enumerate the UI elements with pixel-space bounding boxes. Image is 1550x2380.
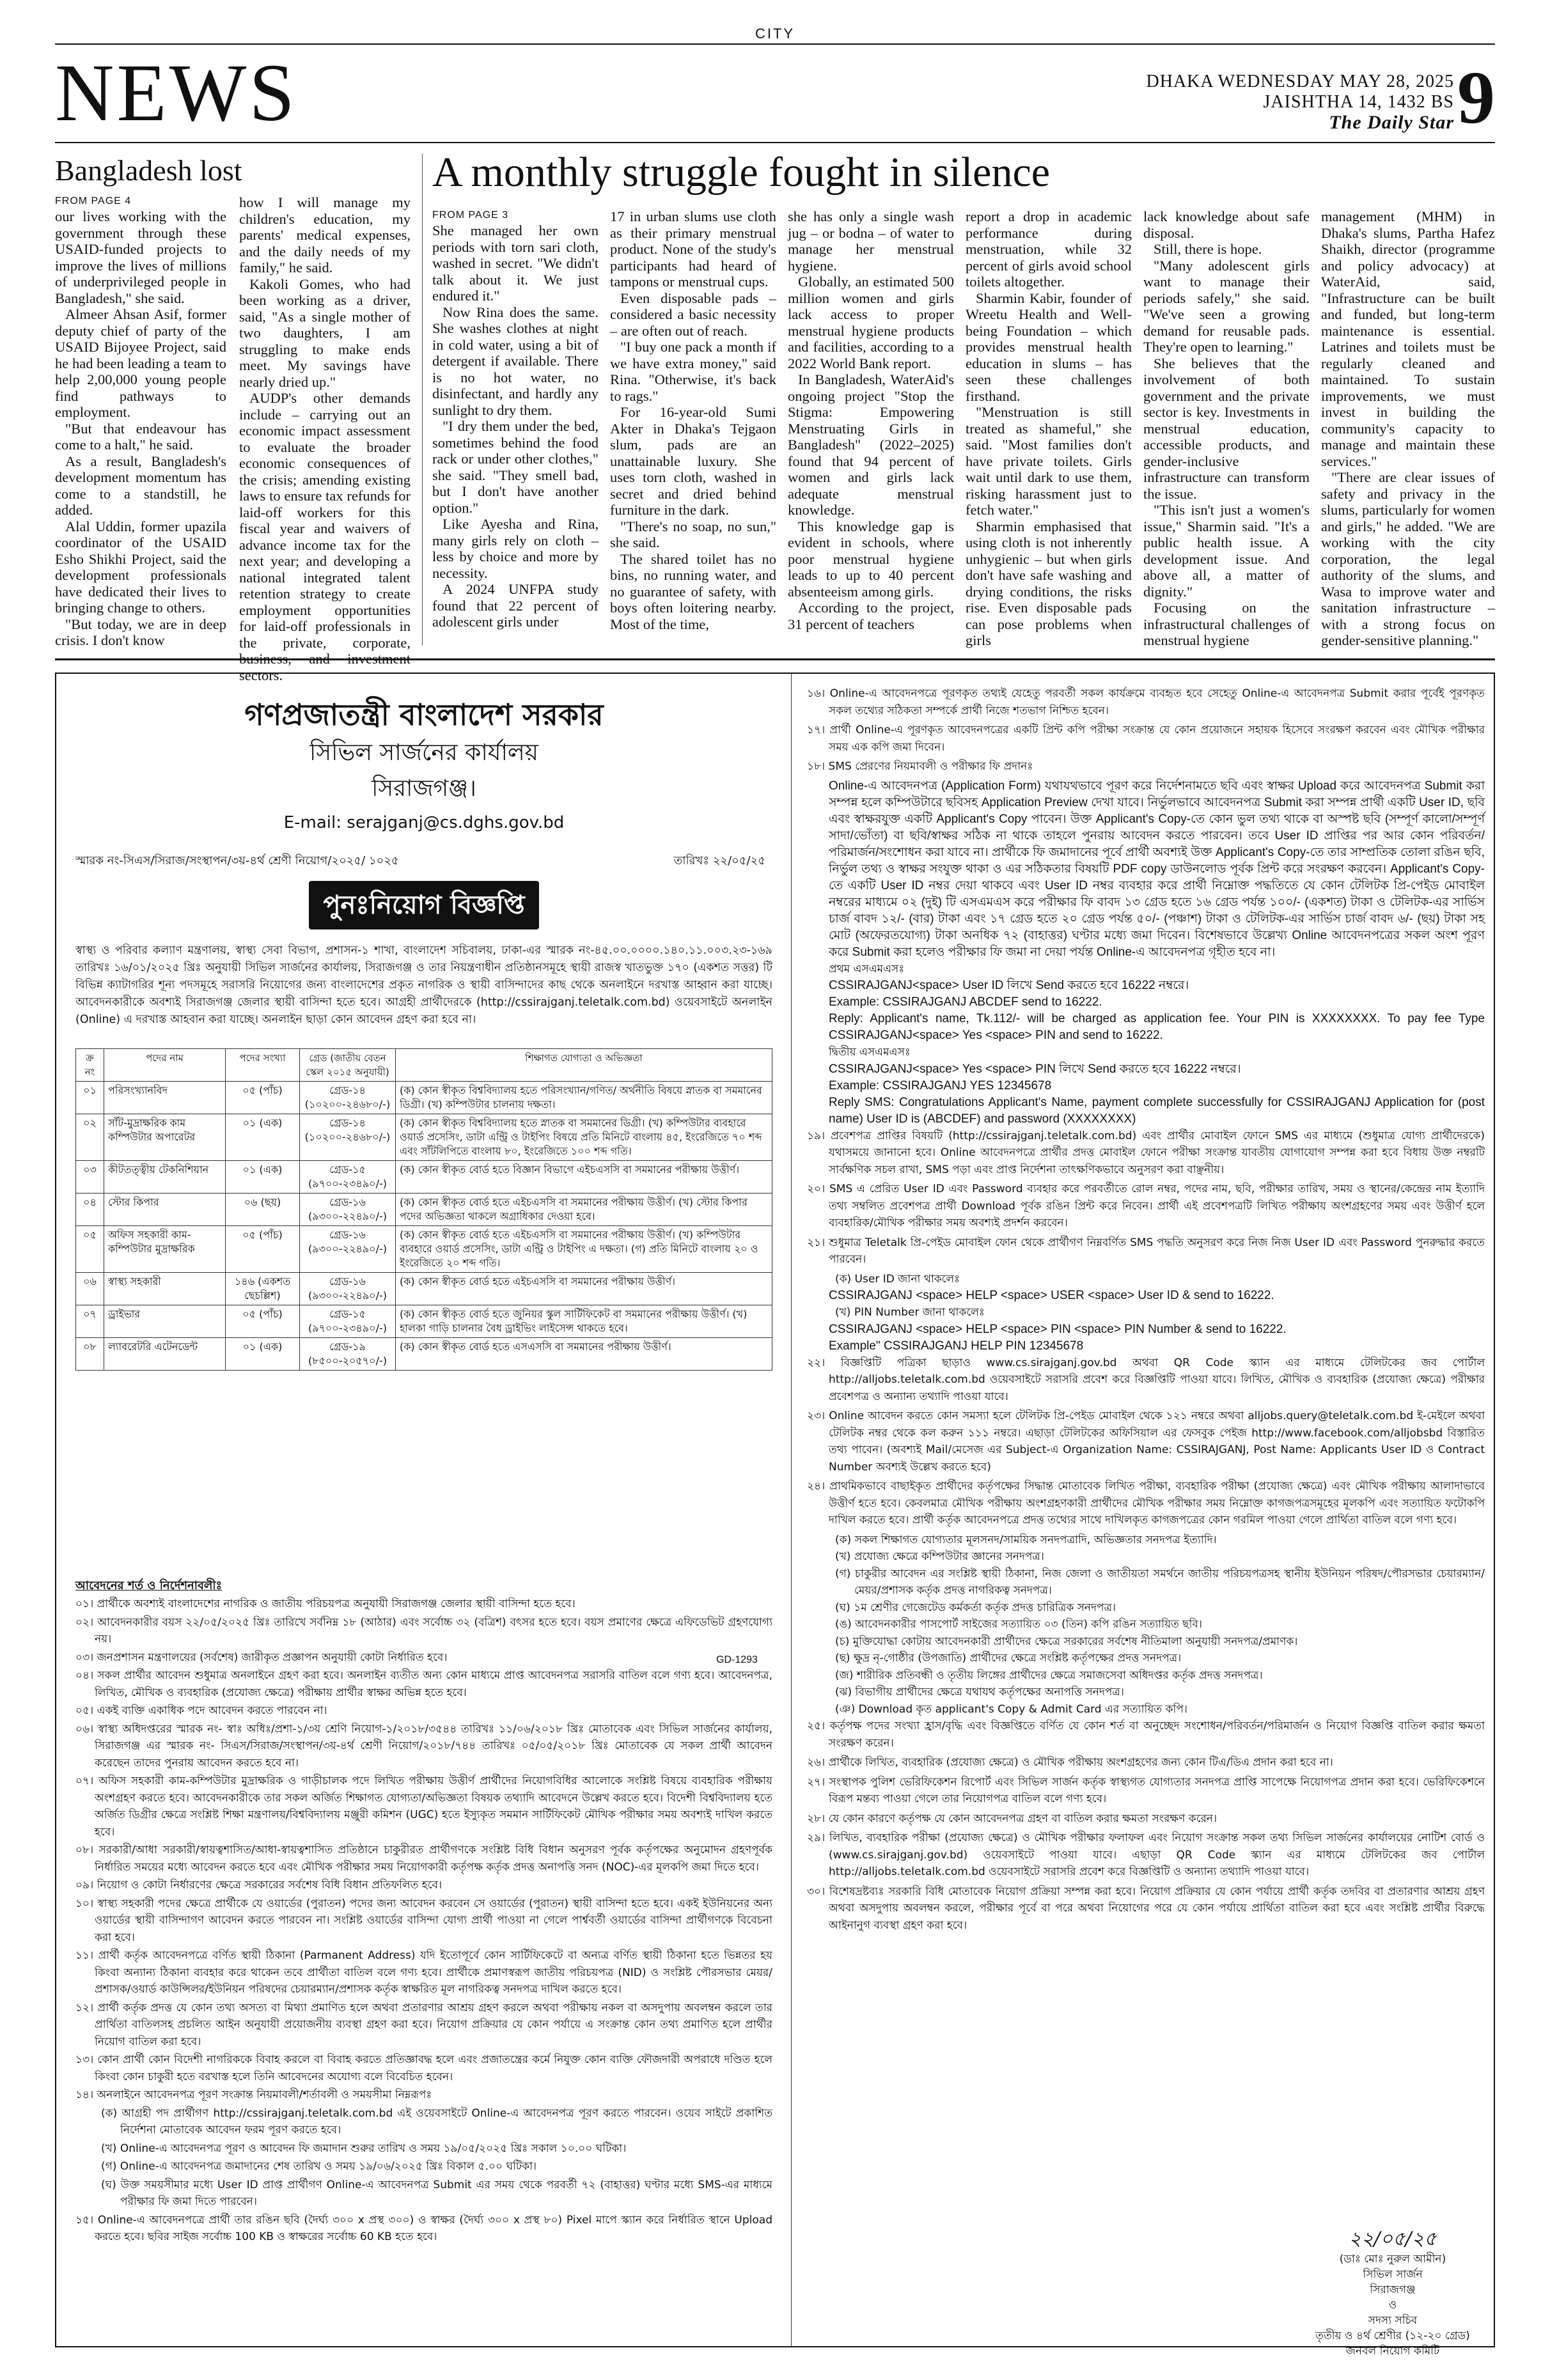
table-cell: ০৫ (পাঁচ) [226, 1226, 300, 1273]
table-cell: গ্রেড-১৬ (৯৩০০-২২৪৯০/-) [300, 1194, 396, 1226]
masthead-dateline [1147, 72, 1454, 133]
condition-item: ১৫। Online-এ আবেদনপত্রে প্রার্থী তার রঙিন ছবি (দৈর্ঘ্য ৩০০ x প্রস্থ ৩০০) ও স্বাক্ষর (দৈর্ঘ্য ৩০০ x প্রস্থ ৮০) Pixel মাপে স্ক্যান করে নির্ধারিত স্থানে Upload করতে হবে। ছবির সাইজ সর্বোচ্চ 100 KB ও স্বাক্ষরের সর্বোচ্চ 60 KB হতে হবে। [75, 2213, 772, 2243]
paragraph: Alal Uddin, former upazila coordinator of the USAID Esho Shikhi Project, said the development professionals have dedicated their lives to bringing change to others. [55, 518, 226, 616]
paragraph: "There are clear issues of safety and privacy in the slums, particularly for women and girls," he added. "We are working with the city corporation, the legal authority of the slums, and Wasa to improve water and sanitation infrastructure – with a strong focus on gender-sensitive planning." [1321, 469, 1495, 648]
table-row [76, 1114, 772, 1161]
condition-item: (গ) Online-এ আবেদনপত্র জমাদানের শেষ তারিখ ও সময় ১৯/০৬/২০২৫ খ্রিঃ বিকাল ৫.০০ ঘটিকা। [101, 2160, 537, 2173]
paragraph: "But today, we are in deep crisis. I don't know [55, 616, 226, 648]
instruction-item: CSSIRAJGANJ <space> HELP <space> PIN <space> PIN Number & send to 16222. [829, 1322, 1287, 1336]
condition-item: ০৩। জনপ্রশাসন মন্ত্রণালয়ের (সর্বশেষ) জারীকৃত প্রজ্ঞাপন অনুযায়ী কোটা নির্ধারিত হবে। [75, 1651, 448, 1664]
instruction-item: ২২। বিজ্ঞপ্তিটি পত্রিকা ছাড়াও www.cs.sirajganj.gov.bd অথবা QR Code স্ক্যান এর মাধ্যমে টেলিটকের জব পোর্টাল http://alljobs.teletalk.com.bd ওয়েবসাইটে সরাসরি প্রবেশ করে বিজ্ঞপ্তিটি পাওয়া যাবে। লিখিত, মৌখিক ও ব্যবহারিক (প্রযোজ্য ক্ষেত্রে) পরীক্ষার প্রবেশপত্র ও অন্যান্য তথ্যাদি পাওয়া যাবে। [807, 1356, 1485, 1403]
notice-banner: পুনঃনিয়োগ বিজ্ঞপ্তি [309, 881, 539, 929]
office-name: সিভিল সার্জনের কার্যালয় [309, 740, 538, 766]
paragraph: "But that endeavour has come to a halt," he said. [55, 420, 226, 453]
paragraph: Still, there is hope. [1154, 241, 1262, 257]
table-cell: ০৫ [76, 1226, 104, 1273]
instruction-item: Example: CSSIRAJGANJ YES 12345678 [829, 1078, 1052, 1093]
paragraph: In Bangladesh, WaterAid's ongoing project "Stop the Stigma: Empowering Menstruating Girls in Bangladesh" (2022–2025) found that 94 percent of women and girls lack adequate menstrual knowledge. [788, 371, 954, 518]
article2-column-6 [1321, 208, 1495, 646]
table-cell: (ক) কোন স্বীকৃত বিশ্ববিদ্যালয় হতে পরিসংখ্যান/গণিত/ অর্থনীতি বিষয়ে স্নাতক বা সমমানের ডিগ্রী। (খ) কম্পিউটার চালনায় দক্ষতা। [396, 1082, 772, 1114]
instruction-item: (চ) মুক্তিযোদ্ধা কোটায় আবেদনকারী প্রার্থীদের ক্ষেত্রে সরকারের সর্বশেষ নীতিমালা অনুযায়ী সনদপত্র/প্রমাণক। [835, 1635, 1298, 1648]
article2-column-1 [432, 208, 599, 646]
table-cell: ০৬ (ছয়) [226, 1194, 300, 1226]
paragraph: The shared toilet has no bins, no running water, and no guarantee of safety, with boys often loitering nearby. Most of the time, [610, 550, 776, 632]
gov-title: গণপ্রজাতন্ত্রী বাংলাদেশ সরকার [244, 697, 604, 732]
masthead-top-rule [55, 43, 1495, 45]
header-grade: গ্রেড (জাতীয় বেতন স্কেল ২০১৫ অনুযায়ী) [300, 1049, 396, 1082]
table-cell: গ্রেড-১৪ (১০২০০-২৪৬৮০/-) [300, 1114, 396, 1161]
paragraph: AUDP's other demands include – carrying out an economic impact assessment to evaluate the broader economic consequences of the crisis; amending existing laws to ensure tax refunds for laid-off workers for this fiscal year and waivers of advance income tax for the next year; and developing a national integrated talent retention strategy to create employment opportunities for laid-off professionals in the private, corporate, business, and investment sectors. [239, 390, 411, 683]
article2-column-5 [1143, 208, 1310, 646]
table-cell: (ক) কোন স্বীকৃত বিশ্ববিদ্যালয় হতে স্নাতক বা সমমানের ডিগ্রী। (খ) কম্পিউটার ব্যবহারে ওয়ার্ড প্রসেসিং, ডাটা এন্ট্রি ও টাইপিং বিষয়ে প্রতি মিনিটে বাংলায় ৪৫, ইংরেজিতে ৭০ শব্দ এবং সাঁটলিপিতে বাংলায় ৮০, ইংরেজিতে ১০০ শব্দ গতি। [396, 1114, 772, 1161]
table-cell: (ক) কোন স্বীকৃত বোর্ড হতে এইচএসসি বা সমমানের পরীক্ষায় উত্তীর্ণ। (খ) কম্পিউটার ব্যবহারে ওয়ার্ড প্রসেসিং, ডাটা এন্ট্রি ও টাইপিং এ দক্ষতা। (গ) প্রতি মিনিটে বাংলায় ২০ ও ইংরেজিতে ২০ শব্দ গতি। [396, 1226, 772, 1273]
condition-item: ১২। প্রার্থী কর্তৃক প্রদত্ত যে কোন তথ্য অসত্য বা মিথ্যা প্রমাণিত হলে অথবা প্রতারণার আশ্রয় গ্রহণ করলে অথবা পরীক্ষায় নকল বা অসদুপায় অবলম্বন করলে তার প্রার্থিতা বাতিলসহ প্রচলিত আইন অনুযায়ী প্রয়োজনীয় ব্যবস্থা গ্রহণ করা হবে। নিয়োগ প্রক্রিয়ার যে কোন পর্যায়ে এ সংক্রান্ত কোন তথ্য প্রমাণিত হলে প্রার্থীর নিয়োগ বাতিল করা হবে। [75, 2001, 772, 2048]
paragraph: "I dry them under the bed, sometimes behind the food rack or under other clothes," she said. "They smell bad, but I don't have another option." [432, 418, 599, 516]
paragraph: For 16-year-old Sumi Akter in Dhaka's Tejgaon slum, pads are an unattainable luxury. She uses torn cloth, washed in secret and dried behind furniture in the dark. [610, 404, 776, 518]
gd-reference: GD-1293 [716, 1654, 758, 1665]
article-divider [422, 153, 423, 646]
bangla-date-line: JAISHTHA 14, 1432 BS [1263, 92, 1454, 112]
instruction-item: ২৫। কর্তৃপক্ষ পদের সংখ্যা হ্রাস/বৃদ্ধি এবং বিজ্ঞপ্তিতে বর্ণিত যে কোন শর্ত বা অনুচ্ছেদ সংশোধন/পরিবর্তন/পরিমার্জন ও নিয়োগ বিজ্ঞপ্তি বাতিল করার ক্ষমতা সংরক্ষণ করেন। [807, 1720, 1485, 1750]
conditions-list [75, 1596, 772, 2324]
condition-item: (খ) Online-এ আবেদনপত্র পূরণ ও আবেদন ফি জমাদান শুরুর তারিখ ও সময় ১৯/০৫/২০২৫ খ্রিঃ সকাল ১০.০০ ঘটিকা। [101, 2142, 627, 2155]
paper-logo: The Daily Star [1329, 112, 1454, 133]
instruction-item: ২৪। প্রাথমিকভাবে বাছাইকৃত প্রার্থীদের কর্তৃপক্ষের সিদ্ধান্ত মোতাবেক লিখিত পরীক্ষা, ব্যবহারিক পরীক্ষা (প্রযোজ্য ক্ষেত্রে) এবং মৌখিক পরীক্ষায় আলাদাভাবে উত্তীর্ণ হতে হবে। কেবলমাত্র মৌখিক পরীক্ষায় অংশগ্রহণকারী প্রার্থীদের মৌখিক পরীক্ষার সময় নিম্নোক্ত কাগজপত্রসমূহের মূলকপি এবং সত্যায়িত ফটোকপি দাখিল করতে হবে। প্রার্থী কর্তৃক আবেদনপত্রে প্রদত্ত তথ্যের সাথে দাখিলকৃত কাগজপত্রের কোন গরমিল পাওয়া গেলে প্রার্থিতা বাতিল বলে গণ্য হবে। [807, 1480, 1485, 1527]
paragraph: report a drop in academic performance during menstruation, while 32 percent of girls avoid school toilets altogether. [966, 208, 1132, 290]
paragraph: lack knowledge about safe disposal. [1143, 208, 1310, 241]
instruction-item: ২৩। Online আবেদন করতে কোন সমস্যা হলে টেলিটক প্রি-পেইড মোবাইল থেকে ১২১ নম্বরে অথবা alljobs.query@teletalk.com.bd ই-মেইলে অথবা টেলিটক নম্বর থেকে কল করুন ১১১ নম্বরে। এছাড়া টেলিটকের অফিসিয়াল এর ফেসবুক পেইজ http://www.facebook.com/alljobsbd বিস্তারিত তথ্য পাবেন। (অবশ্যই Mail/মেসেজ এর Subject-এ Organization Name: CSSIRAJGANJ, Post Name: Applicants User ID ও Contract Number অবশ্যই উল্লেখ করতে হবে) [807, 1410, 1485, 1474]
table-cell: স্টোর কিপার [104, 1194, 226, 1226]
header-count: পদের সংখ্যা [226, 1049, 300, 1082]
paragraph: 17 in urban slums use cloth as their primary menstrual product. None of the study's participants had heard of tampons or menstrual cups. [610, 208, 776, 290]
paragraph: She believes that the involvement of both government and the private sector is key. Investments in menstrual education, accessible products, and gender-inclusive infrastructure can transform the issue. [1143, 355, 1310, 502]
instruction-item: ৩০। বিশেষদ্রষ্টব্যঃ সরকারি বিধি মোতাবেক নিয়োগ প্রক্রিয়া সম্পন্ন করা হবে। নিয়োগ প্রক্রিয়ার যে কোন পর্যায়ে প্রার্থী কর্তৃক তদবির বা প্রতারণার আশ্রয় গ্রহণ অথবা অসদুপায় অবলম্বন করলে, পরীক্ষার পূর্বে বা পরে অথবা নিয়োগের পরে যে কোন পর্যায়ে প্রার্থিতা বাতিল করা হবে এবং সংশ্লিষ্ট প্রার্থীর বিরুদ্ধে আইনানুগ ব্যবস্থা গ্রহণ করা হবে। [807, 1885, 1485, 1932]
table-cell: ০৫ (পাঁচ) [226, 1082, 300, 1114]
condition-item: ০৫। একই ব্যক্তি একাধিক পদে আবেদন করতে পারবেন না। [75, 1704, 327, 1717]
table-cell: গ্রেড-১৪ (১০২০০-২৪৬৮০/-) [300, 1082, 396, 1114]
paragraph: Like Ayesha and Rina, many girls rely on cloth – less by choice and more by necessity. [432, 516, 599, 581]
table-cell: গ্রেড-১৬ (৯৩০০-২২৪৯০/-) [300, 1273, 396, 1305]
condition-item: (ঘ) উক্ত সময়সীমার মধ্যে User ID প্রাপ্ত প্রার্থীগণ Online-এ আবেদনপত্র Submit এর সময় থেকে পরবর্তী ৭২ (বাহাত্তর) ঘণ্টার মধ্যে SMS-এর মাধ্যমে পরীক্ষার ফি জমা দিতে পারবেন। [101, 2178, 772, 2208]
condition-item: ১৪। অনলাইনে আবেদনপত্র পূরণ সংক্রান্ত নিয়মাবলী/শর্তাবলী ও সময়সীমা নিম্নরূপঃ [75, 2088, 432, 2101]
condition-item: ০৭। অফিস সহকারী কাম-কম্পিউটার মুদ্রাক্ষরিক ও গাড়ীচালক পদে লিখিত পরীক্ষায় উত্তীর্ণ প্রার্থীদের নিয়োগবিধির আলোকে সংশ্লিষ্ট বিষয়ে ব্যবহারিক পরীক্ষায় অংশগ্রহণ করতে হবে। আবেদনকারীকে তার সকল অর্জিত শিক্ষাগত যোগ্যতা/অভিজ্ঞতা বিষয়ক তথ্যাদি আবেদনে উল্লেখ করতে হবে। বিদেশী বিশ্ববিদ্যালয় হতে অর্জিত ডিগ্রীর ক্ষেত্রে সংশ্লিষ্ট শিক্ষা মন্ত্রণালয়/বিশ্ববিদ্যালয় মঞ্জুরী কমিশন (UGC) হতে ইস্যুকৃত সমমান সার্টিফিকেট মৌখিক পরীক্ষার সময় অবশ্যই দাখিল করতে হবে। [75, 1775, 772, 1839]
paragraph: she has only a single wash jug – or bodna – of water to manage her menstrual hygiene. [788, 208, 954, 274]
article1-headline: Bangladesh lost [55, 154, 242, 187]
instruction-item: (জ) শারীরিক প্রতিবন্ধী ও তৃতীয় লিঙ্গের প্রার্থীদের ক্ষেত্রে সমাজসেবা অধিদপ্তর কর্তৃক প্রদত্ত সনদপত্র। [835, 1668, 1263, 1682]
posts-table [75, 1048, 772, 1371]
table-cell: অফিস সহকারী কাম-কম্পিউটার মুদ্রাক্ষরিক [104, 1226, 226, 1273]
masthead-bottom-rule [55, 142, 1495, 143]
table-cell: গ্রেড-১৬ (৯৩০০-২২৪৯০/-) [300, 1226, 396, 1273]
district-name: সিরাজগঞ্জ। [372, 775, 476, 802]
table-cell: কীটতত্ত্বীয় টেকনিশিয়ান [104, 1161, 226, 1194]
instruction-item: (ঞ) Download কৃত applicant's Copy & Admit Card এর সত্যায়িত কপি। [835, 1702, 1187, 1716]
signature-scrawl: ২২/০৫/২৫ [1349, 2228, 1437, 2250]
signer-committee: তৃতীয় ও ৪র্থ শ্রেণীর (১২-২০ গ্রেড) জনবল নিয়োগ কমিটি [1315, 2329, 1470, 2358]
condition-item: ০৯। নিয়োগ ও কোটা নির্ধারণের ক্ষেত্রে সরকারের সর্বশেষ বিধি বিধান প্রতিফলিত হবে। [75, 1879, 442, 1892]
table-row [76, 1338, 772, 1371]
instruction-item: (ছ) ক্ষুদ্র নৃ-গোষ্ঠীর (উপজাতি) প্রার্থীদের ক্ষেত্রে সংশ্লিষ্ট কর্তৃপক্ষের প্রদত্ত সনদপত্র। [835, 1652, 1182, 1665]
instruction-item: দ্বিতীয় এসএমএসঃ [829, 1046, 911, 1059]
condition-item: ০৬। স্বাস্থ্য অধিদপ্তরের স্মারক নং- স্বাঃ অধিঃ/প্রশা-১/৩য় শ্রেণি নিয়োগ-১/২০১৮/৩৫৪৪ তারিখঃ ১১/০৬/২০১৮ খ্রিঃ মোতাবেক এবং সিভিল সার্জনের কার্যালয়, সিরাজগঞ্জ এর স্মারক নং- সিএস/সিরাজ/সংস্থাপন/৩য়-৪র্থ শ্রেণী নিয়োগ/২০১৮/৭৪৪ তারিখঃ ০৫/০৫/২০১৮ খ্রিঃ মোতাবেক যে সকল প্রার্থী আবেদন করেছেন তাদের পুনরায় আবেদন করতে হবে না। [75, 1722, 772, 1769]
instruction-item: CSSIRAJGANJ<space> User ID লিখে Send করতে হবে 16222 নম্বরে। [829, 979, 1189, 992]
table-cell: গ্রেড-১৫ (৯৭০০-২৩৪৯০/-) [300, 1161, 396, 1194]
instruction-item: ২৭। সংস্থাপক পুলিশ ভেরিফিকেশন রিপোর্ট এবং সিভিল সার্জন কর্তৃক স্বাস্থ্যগত যোগ্যতার সনদপত্র প্রাপ্তি সাপেক্ষে নিয়োগপত্র প্রদান করা হবে। ভেরিফিকেশনে বিরূপ মন্তব্য পাওয়া গেলে তার নিয়োগপত্র বাতিল বলে গণ্য হবে। [807, 1775, 1485, 1805]
paragraph: "Menstruation is still treated as shameful," she said. "Most families don't have private toilets. Girls wait until dark to use them, risking harassment just to fetch water." [966, 404, 1132, 518]
instruction-item: ২০। SMS এ প্রেরিত User ID এবং Password ব্যবহার করে পরবর্তীতে রোল নম্বর, পদের নাম, ছবি, পরীক্ষার তারিখ, সময় ও স্থানের/কেন্দ্রের নাম ইত্যাদি তথ্য সম্বলিত প্রবেশপত্র প্রার্থী Download পূর্বক রঙিন প্রিন্ট করে নিবেন। প্রার্থী এই প্রবেশপত্রটি লিখিত পরীক্ষায় অংশগ্রহণের সময় এবং উত্তীর্ণ হলে ব্যবহারিক/মৌখিক পরীক্ষার সময় অবশ্যই প্রদর্শন করবেন। [807, 1183, 1485, 1229]
condition-item: ০৪। সকল প্রার্থীর আবেদন শুধুমাত্র অনলাইনে গ্রহণ করা হবে। অনলাইন ব্যতীত অন্য কোন মাধ্যমে প্রাপ্ত আবেদনপত্র সরাসরি বাতিল বলে গণ্য হবে। আবেদনপত্র, লিখিত, মৌখিক ও ব্যবহারিক (প্রযোজ্য ক্ষেত্রে) পরীক্ষায় প্রার্থীর স্বাক্ষর অভিন্ন হতে হবে। [75, 1669, 772, 1699]
table-cell: ০৭ [76, 1305, 104, 1338]
instruction-item: (ক) User ID জানা থাকলেঃ [835, 1272, 960, 1286]
header-qualification: শিক্ষাগত যোগ্যতা ও অভিজ্ঞতা [396, 1049, 772, 1082]
paragraph: Even disposable pads – considered a basic necessity – are often out of reach. [610, 290, 776, 339]
recruitment-advertisement [55, 673, 1495, 2358]
table-cell: গ্রেড-১৫ (৯৭০০-২৩৪৯০/-) [300, 1305, 396, 1338]
table-cell: ল্যাবরেটরি এটেনডেন্ট [104, 1338, 226, 1371]
paragraph: A 2024 UNFPA study found that 22 percent of adolescent girls under [432, 581, 599, 630]
paragraph: "Many adolescent girls want to manage their periods safely," she said. "We've seen a growing demand for reusable pads. They're open to learning." [1143, 257, 1310, 355]
table-row [76, 1273, 772, 1305]
paragraph: Focusing on the infrastructural challenges of menstrual hygiene [1143, 600, 1310, 648]
table-cell: ১৪৬ (একশত ছেচল্লিশ) [226, 1273, 300, 1305]
table-cell: ০২ [76, 1114, 104, 1161]
table-cell: (ক) কোন স্বীকৃত বোর্ড হতে বিজ্ঞান বিভাগে এইচএসসি বা সমমানের পরীক্ষায় উত্তীর্ণ। [396, 1161, 772, 1194]
paragraph: Globally, an estimated 500 million women and girls lack access to proper menstrual hygiene products and facilities, according to a 2022 World Bank report. [788, 274, 954, 371]
condition-item: (ক) আগ্রহী পদ প্রার্থীগণ http://cssirajganj.teletalk.com.bd এই ওয়েবসাইটে Online-এ আবেদনপত্র পূরণ করতে পারবেন। ওয়েব সাইটে প্রকাশিত নির্দেশনা মোতাবেক আবেদন ফরম পূরণ করতে হবে। [101, 2106, 772, 2136]
article2-kicker: FROM PAGE 3 [432, 210, 509, 221]
memo-date: তারিখঃ ২২/০৫/২৫ [673, 854, 765, 867]
instruction-item: Online-এ আবেদনপত্র (Application Form) যথাযথভাবে পূরণ করে নির্দেশনামতে ছবি এবং স্বাক্ষর Upload করে আবেদনপত্র Submit করা সম্পন্ন হলে কম্পিউটারে ছবিসহ Application Preview দেখা যাবে। নির্ভুলভাবে আবেদনপত্র Submit করা সম্পন্ন প্রার্থী একটি User ID, ছবি এবং স্বাক্ষরযুক্ত একটি Applicant's Copy পাবেন। উক্ত Applicant's Copy-তে কোন ভুল তথ্য থাকে বা অস্পষ্ট ছবি (সম্পূর্ণ কালো/সম্পূর্ণ সাদা/ভোঁতা) বা ছবি/স্বাক্ষর সঠিক না থাকে তাহলে পুনরায় আবেদন করতে পারবেন। তবে User ID প্রাপ্তির পর আর কোন পরিবর্তন/পরিমার্জন/সংশোধন করা যাবে না। প্রার্থীকে ফি জমাদানের পূর্বে প্রার্থী অবশ্যই উক্ত Applicant's Copy-তে তার সাম্প্রতিক তোলা রঙিন ছবি, নির্ভুল তথ্য ও স্বাক্ষর সংযুক্ত থাকা ও এর সঠিকতার বিষয়টি PDF copy ডাউনলোড পূর্বক প্রিন্ট করে সংরক্ষণ করবেন। Applicant's Copy-তে একটি User ID নম্বর দেয়া থাকবে এবং User ID নম্বর ব্যবহার করে প্রার্থী নিম্নোক্ত পদ্ধতিতে যে কোন টেলিটক প্রি-পেইড মোবাইল নম্বরের মাধ্যমে ০২ (দুই) টি এসএমএস করে পরীক্ষার ফি বাবদ ১৩ গ্রেড হতে ১৬ গ্রেড পর্যন্ত ১০০/- (একশত) টাকা ও টেলিটক-এর সার্ভিস চার্জ বাবদ ১২/- (বার) টাকা এবং ১৭ গ্রেড হতে ২০ গ্রেড পর্যন্ত ৫০/- (পঞ্চাশ) টাকা ও টেলিটক-এর সার্ভিস চার্জ বাবদ ৬/- (ছয়) টাকা সহ মোট (অফেরতযোগ্য) টাকা অনধিক ৭২ (বাহাত্তর) ঘণ্টার মধ্যে জমা দিবেন। বিশেষভাবে উল্লেখ্য Online আবেদনপত্রের সকল অংশ পূরণ করে Submit করা হলেও পরীক্ষার ফি জমা না দেয়া পর্যন্ত Online-এ আবেদনপত্র গৃহীত হবে না। [829, 779, 1485, 959]
memo-number: স্মারক নং-সিএস/সিরাজ/সংস্থাপন/৩য়-৪র্থ শ্রেণী নিয়োগ/২০২৫/ ১০২৫ [75, 854, 399, 867]
table-cell: পরিসংখ্যানবিদ [104, 1082, 226, 1114]
masthead-title: NEWS [55, 47, 297, 138]
instruction-item: (গ) চাকুরীর আবেদন এর সংশ্লিষ্ট স্থায়ী ঠিকানা, নিজ জেলা ও জাতীয়তা সমর্থনে জাতীয় পরিচয়পত্রসহ স্থানীয় ইউনিয়ন পরিষদ/পৌরসভার চেয়ারম্যান/মেয়র/প্রশাসক কর্তৃক প্রদত্ত নাগরিকত্ব সনদপত্র। [835, 1567, 1485, 1597]
table-cell: ড্রাইভার [104, 1305, 226, 1338]
article1-kicker: FROM PAGE 4 [55, 196, 132, 206]
instruction-item: ১৭। প্রার্থী Online-এ পূরণকৃত আবেদনপত্রের একটি প্রিন্ট কপি পরীক্ষা সংক্রান্ত যে কোন প্রয়োজনে সহায়ক হিসেবে সংরক্ষণ করবেন এবং মৌখিক পরীক্ষার সময় এক কপি জমা দিবেন। [807, 724, 1485, 754]
date-line: DHAKA WEDNESDAY MAY 28, 2025 [1146, 72, 1454, 91]
table-cell: ০৩ [76, 1161, 104, 1194]
posts-table-body [76, 1082, 772, 1371]
signer-role: সদস্য সচিব [1368, 2314, 1418, 2327]
table-cell: সাঁট-মুদ্রাক্ষরিক কাম কম্পিউটার অপারেটর [104, 1114, 226, 1161]
instruction-item: (ঙ) আবেদনকারীর পাসপোর্ট সাইজের সত্যায়িত ০৩ (তিন) কপি রঙিন সত্যায়িত ছবি। [835, 1618, 1202, 1631]
paragraph: According to the project, 31 percent of teachers [788, 600, 954, 632]
instructions-list [807, 685, 1485, 2245]
instruction-item: ১৮। SMS প্রেরণের নিয়মাবলী ও পরীক্ষার ফি প্রদানঃ [807, 760, 1033, 773]
paragraph: As a result, Bangladesh's development momentum has come to a standstill, he added. [55, 453, 226, 518]
notice-intro: স্বাস্থ্য ও পরিবার কল্যাণ মন্ত্রণালয়, স্বাস্থ্য সেবা বিভাগ, প্রশাসন-১ শাখা, বাংলাদেশ সচিবালয়, ঢাকা-এর স্মারক নং-৪৫.০০.০০০০.১৪০.১১.০০৩.২৩-১৬৯ তারিখঃ ১৬/০১/২০২৫ খ্রিঃ অনুযায়ী সিভিল সার্জনের কার্যালয়, সিরাজগঞ্জ ও তার নিয়ন্ত্রণাধীন প্রতিষ্ঠানসমূহে স্থায়ী রাজস্ব খাতভুক্ত ১৭০ (একশত সত্তর) টি বিভিন্ন ক্যাটাগরির শূন্য পদসমূহে সরাসরি নিয়োগের জন্য বাংলাদেশের প্রকৃত নাগরিক ও স্থায়ী বাসিন্দাদের কাছ থেকে অনলাইনে দরখাস্ত আহ্বান করা যাচ্ছে। আবেদনকারীকে অবশ্যই সিরাজগঞ্জ জেলার স্থায়ী বাসিন্দা হতে হবে। আগ্রহী প্রার্থীদেরকে (http://cssirajganj.teletalk.com.bd) ওয়েবসাইটে অনলাইন (Online) এ দরখাস্ত আহবান করা যাচ্ছে। অনলাইন ছাড়া কোন আবেদন গ্রহণ করা হবে না। [75, 944, 772, 1026]
instruction-item: Reply SMS: Congratulations Applicant's Name, payment complete successfully for CSSIRAJGANJ Application for (post name) User ID is (ABCDEF) and password (XXXXXXXX) [829, 1095, 1485, 1126]
office-email: E-mail: serajganj@cs.dghs.gov.bd [283, 813, 565, 832]
instruction-item: (খ) প্রযোজ্য ক্ষেত্রে কম্পিউটার জ্ঞানের সনদপত্র। [835, 1550, 1045, 1563]
paragraph: "I buy one pack a month if we have extra money," said Rina. "Otherwise, it's back to rags." [610, 339, 776, 404]
signer-district: সিরাজগঞ্জ [1370, 2283, 1416, 2296]
article2-column-3 [788, 208, 954, 646]
table-cell: ০৪ [76, 1194, 104, 1226]
paragraph: Sharmin Kabir, founder of Wreetu Health and Well-being Foundation – which provides menstrual health education in slums – has seen these challenges firsthand. [966, 290, 1132, 404]
signature-block [1310, 2227, 1476, 2359]
table-cell: ০১ [76, 1082, 104, 1114]
table-cell: ০১ (এক) [226, 1114, 300, 1161]
article2-headline: A monthly struggle fought in silence [432, 149, 1051, 196]
signer-title: সিভিল সার্জন [1363, 2268, 1423, 2281]
page-number: 9 [1457, 56, 1495, 139]
table-row [76, 1305, 772, 1338]
paragraph: She managed her own periods with torn sari cloth, washed in secret. "We didn't talk about it. We just endured it." [432, 222, 599, 304]
posts-table-header [76, 1049, 772, 1082]
paragraph: Sharmin emphasised that using cloth is not inherently unhygienic – but when girls don't have safe washing and drying conditions, the risks rise. Even disposable pads can pose problems when girls [966, 518, 1132, 648]
table-cell: ০৮ [76, 1338, 104, 1371]
signer-name: (ডাঃ মোঃ নুরুল আমীন) [1339, 2253, 1446, 2266]
ad-left-column [56, 674, 792, 2346]
condition-item: ১১। প্রার্থী কর্তৃক আবেদনপত্রে বর্ণিত স্থায়ী ঠিকানা (Parmanent Address) যদি ইতোপূর্বে কোন সার্টিফিকেটে বা অন্যত্র বর্ণিত স্থায়ী ঠিকানা হতে ভিন্নতর হয় কিংবা অন্যান্য ঠিকানা ব্যবহার করে থাকেন তবে প্রার্থীতা বাতিল বলে গণ্য হবে। প্রার্থীকে প্রমাণস্বরূপ জাতীয় পরিচয়পত্র (NID) ও সংশ্লিষ্ট পৌরসভার মেয়র/প্রশাসক/ওয়ার্ড কাউন্সিলর/ইউনিয়ন পরিষদের চেয়ারম্যান/প্রশাসক কর্তৃক স্বাক্ষরিত মূল নাগরিকত্ব সনদপত্র দাখিল করতে হবে। [75, 1949, 772, 1996]
instruction-item: ২১। শুধুমাত্র Teletalk প্রি-পেইড মোবাইল ফোন থেকে প্রার্থীগণ নিম্নবর্ণিত SMS পদ্ধতি অনুসরণ করে নিজ নিজ User ID এবং Password পুনরুদ্ধার করতে পারবেন। [807, 1236, 1485, 1266]
conditions-heading: আবেদনের শর্ত ও নির্দেশনাবলীঃ [75, 1579, 223, 1592]
instruction-item: (ঝ) বিভাগীয় প্রার্থীদের ক্ষেত্রে যথাযথ কর্তৃপক্ষের অনাপত্তি সনদপত্র। [835, 1686, 1124, 1699]
instruction-item: CSSIRAJGANJ<space> Yes <space> PIN লিখে Send করতে হবে 16222 নম্বরে। [829, 1062, 1241, 1076]
instruction-item: ১৯। প্রবেশপত্র প্রাপ্তির বিষয়টি (http://cssirajganj.teletalk.com.bd) এবং প্রার্থীর মোবাইল ফোনে SMS এর মাধ্যমে (শুধুমাত্র যোগ্য প্রার্থীদেরকে) যথাসময়ে জানানো হবে। Online আবেদনপত্রে প্রার্থীর প্রদত্ত মোবাইল ফোনে পরীক্ষা সংক্রান্ত যাবতীয় যোগাযোগ সম্পন্ন করা হবে বিধায় উক্ত নম্বরটি সার্বক্ষণিক সচল রাখা, SMS পড়া এবং প্রাপ্ত নির্দেশনা তাৎক্ষণিকভাবে অনুসরণ করা বাঞ্ছনীয়। [807, 1129, 1485, 1176]
paragraph: Now Rina does the same. She washes clothes at night in cold water, using a bit of detergent if available. There is no hot water, no disinfectant, and hardly any sunlight to dry them. [432, 304, 599, 418]
instruction-item: প্রথম এসএমএসঃ [829, 962, 905, 976]
table-cell: ০১ (এক) [226, 1161, 300, 1194]
header-serial: ক্র নং [76, 1049, 104, 1082]
article2-column-2 [610, 208, 776, 646]
article1-column-1 [55, 194, 226, 646]
table-cell: (ক) কোন স্বীকৃত বোর্ড হতে এসএসসি বা সমমানের পরীক্ষায় উত্তীর্ণ। [396, 1338, 772, 1371]
table-cell: স্বাস্থ্য সহকারী [104, 1273, 226, 1305]
instruction-item: ১৬। Online-এ আবেদনপত্রে পূরণকৃত তথ্যই যেহেতু পরবর্তী সকল কার্যক্রমে ব্যবহৃত হবে সেহেতু Online-এ আবেদনপত্র Submit করার পূর্বেই পূরণকৃত সকল তথ্যের সঠিকতা সম্পর্কে প্রার্থী নিজে শতভাগ নিশ্চিত হবেন। [807, 687, 1485, 717]
table-row [76, 1082, 772, 1114]
paragraph: how I will manage my children's education, my parents' medical expenses, and the daily needs of my family," he said. [239, 194, 411, 276]
condition-item: ১৩। কোন প্রার্থী কোন বিদেশী নাগরিককে বিবাহ করলে বা বিবাহ করতে প্রতিজ্ঞাবদ্ধ হলে এবং প্রজাতন্ত্রের কর্মে নিযুক্ত কোন ব্যক্তি ফৌজদারী অপরাধে দণ্ডিত হলে কিংবা কোন চাকুরী হতে বরখাস্ত হলে তিনি আবেদনের অযোগ্য বলে বিবেচিত হবেন। [75, 2053, 772, 2083]
instruction-item: ২৯। লিখিত, ব্যবহারিক পরীক্ষা (প্রযোজ্য ক্ষেত্রে) ও মৌখিক পরীক্ষার ফলাফল এবং নিয়োগ সংক্রান্ত সকল তথ্য সিভিল সার্জনের কার্যালয়ের নোটিশ বোর্ড ও (www.cs.sirajganj.gov.bd) ওয়েবসাইটে পাওয়া যাবে। এছাড়া QR Code স্ক্যান এর মাধ্যমে টেলিটকের জব পোর্টাল http://alljobs.teletalk.com.bd ওয়েবসাইটে সরাসরি প্রবেশ করে বিজ্ঞপ্তিটি ও অন্যান্য তথ্যাদি পাওয়া যাবে। [807, 1832, 1485, 1878]
condition-item: ০১। প্রার্থীকে অবশ্যই বাংলাদেশের নাগরিক ও জাতীয় পরিচয়পত্র অনুযায়ী সিরাজগঞ্জ জেলার স্থায়ী বাসিন্দা হতে হবে। [75, 1598, 575, 1610]
condition-item: ০২। আবেদনকারীর বয়স ২২/০৫/২০২৫ খ্রিঃ তারিখে সর্বনিম্ন ১৮ (আঠার) এবং সর্বোচ্চ ৩২ (বত্রিশ) বৎসর হতে হবে। বয়স প্রমাণের ক্ষেত্রে এফিডেভিট গ্রহণযোগ্য নয়। [75, 1615, 772, 1645]
instruction-item: Example" CSSIRAJGANJ HELP PIN 12345678 [829, 1339, 1084, 1353]
table-row [76, 1194, 772, 1226]
header-post: পদের নাম [104, 1049, 226, 1082]
paragraph: Kakoli Gomes, who had been working as a driver, said, "As a single mother of two daughters, I am struggling to make ends meet. My savings have nearly dried up." [239, 276, 411, 390]
signer-and: ও [1388, 2299, 1397, 2312]
table-cell: ০১ (এক) [226, 1338, 300, 1371]
paragraph: management (MHM) in Dhaka's slums, Partha Hafez Shaikh, director (programme and policy advocacy) at WaterAid, said, "Infrastructure can be built and funded, but long-term maintenance is essential. Latrines and toilets must be regularly cleaned and maintained. To sustain improvements, we must invest in building the community's capacity to manage and maintain these services." [1321, 208, 1495, 469]
article1-column-2 [239, 194, 411, 683]
instruction-item: CSSIRAJGANJ <space> HELP <space> USER <space> User ID & send to 16222. [829, 1289, 1274, 1302]
paragraph: our lives working with the government through these USAID-funded projects to improve the lives of millions of underprivileged people in Bangladesh," she said. [55, 208, 226, 306]
condition-item: ০৮। সরকারী/আধা সরকারী/স্বায়ত্বশাসিত/আধা-স্বায়ত্বশাসিত প্রতিষ্ঠানে চাকুরীরত প্রার্থীগণকে সংশ্লিষ্ট বিধি বিধান অনুসরণ পূর্বক কর্তৃপক্ষের অনুমোদন গ্রহণপূর্বক নির্ধারিত সময়ের মধ্যে আবেদন করতে হবে এবং মৌখিক পরীক্ষার সময় নিয়োগকারী কর্তৃপক্ষ কর্তৃক প্রদত্ত অনাপত্তি সনদ (NOC)-এর মূলকপি জমা দিতে হবে। [75, 1844, 772, 1874]
instruction-item: Example: CSSIRAJGANJ ABCDEF send to 16222. [829, 995, 1102, 1009]
instruction-item: ২৮। যে কোন কারণে কর্তৃপক্ষ যে কোন আবেদনপত্র গ্রহণ বা বাতিল করার ক্ষমতা সংরক্ষণ করেন। [807, 1812, 1217, 1825]
paragraph: "This isn't just a women's issue," Sharmin said. "It's a public health issue. A development issue. And above all, a matter of dignity." [1143, 502, 1310, 600]
condition-item: ১০। স্বাস্থ্য সহকারী পদের ক্ষেত্রে প্রার্থীকে যে ওয়ার্ডের (পুরাতন) পদের জন্য আবেদন করবেন সে ওয়ার্ডের (পুরাতন) স্থায়ী বাসিন্দা হতে হবে। একই ইউনিয়নের অন্য ওয়ার্ডের স্থায়ী বাসিন্দাগণ আবেদন করতে পারবেন না। সংশ্লিষ্ট ওয়ার্ডের বাসিন্দা যোগ্য প্রার্থী পাওয়া না গেলে পার্শ্ববর্তী ওয়ার্ডের বাসিন্দা প্রার্থীগণকে বিবেচনা করা হবে। [75, 1897, 772, 1944]
instruction-item: Reply: Applicant's name, Tk.112/- will be charged as application fee. Your PIN is XXXXXXXX. To pay fee Type CSSIRAJGANJ<space> Yes <space> PIN and send to 16222. [829, 1012, 1485, 1042]
ad-right-column [792, 674, 1495, 2358]
section-tag: CITY [755, 26, 795, 42]
table-cell: গ্রেড-১৯ (৮৫০০-২০৫৭০/-) [300, 1338, 396, 1371]
article-bottom-rule [55, 658, 1495, 660]
paragraph: Almeer Ahsan Asif, former deputy chief of party of the USAID Bijoyee Project, said he had been leading a team to help 2,00,000 young people find pathways to employment. [55, 306, 226, 420]
articles [55, 149, 1495, 683]
table-cell: (ক) কোন স্বীকৃত বোর্ড হতে জুনিয়র স্কুল সার্টিফিকেট বা সমমানের পরীক্ষায় উত্তীর্ণ। (খ) হালকা গাড়ি চালনার বৈধ ড্রাইভিং লাইসেন্স থাকতে হবে। [396, 1305, 772, 1338]
table-cell: ০৬ [76, 1273, 104, 1305]
instruction-item: (ঘ) ১ম শ্রেণীর গেজেটেড কর্মকর্তা কর্তৃক প্রদত্ত চারিত্রিক সনদপত্র। [835, 1601, 1116, 1614]
instruction-item: ২৬। প্রার্থীকে লিখিত, ব্যবহারিক (প্রযোজ্য ক্ষেত্রে) ও মৌখিক পরীক্ষায় অংশগ্রহণের জন্য কোন টিএ/ডিএ প্রদান করা হবে না। [807, 1756, 1333, 1769]
table-cell: (ক) কোন স্বীকৃত বোর্ড হতে এইচএসসি বা সমমানের পরীক্ষায় উত্তীর্ণ। [396, 1273, 772, 1305]
table-cell: ০৫ (পাঁচ) [226, 1305, 300, 1338]
article2-column-4 [966, 208, 1132, 646]
table-row [76, 1161, 772, 1194]
paragraph: This knowledge gap is evident in schools, where poor menstrual hygiene leads to up to 40 percent absenteeism among girls. [788, 518, 954, 600]
table-cell: (ক) কোন স্বীকৃত বোর্ড হতে এইচএসসি বা সমমানের পরীক্ষায় উত্তীর্ণ। (খ) স্টোর কিপার পদের অভিজ্ঞতা থাকলে অগ্রাধিকার দেওয়া হবে। [396, 1194, 772, 1226]
instruction-item: (খ) PIN Number জানা থাকলেঃ [835, 1306, 985, 1319]
instruction-item: (ক) সকল শিক্ষাগত যোগ্যতার মূলসনদ/সাময়িক সনদপত্রাদি, অভিজ্ঞতার সনদপত্র ইত্যাদি। [835, 1533, 1217, 1546]
paragraph: "There's no soap, no sun," she said. [610, 518, 776, 550]
table-row [76, 1226, 772, 1273]
